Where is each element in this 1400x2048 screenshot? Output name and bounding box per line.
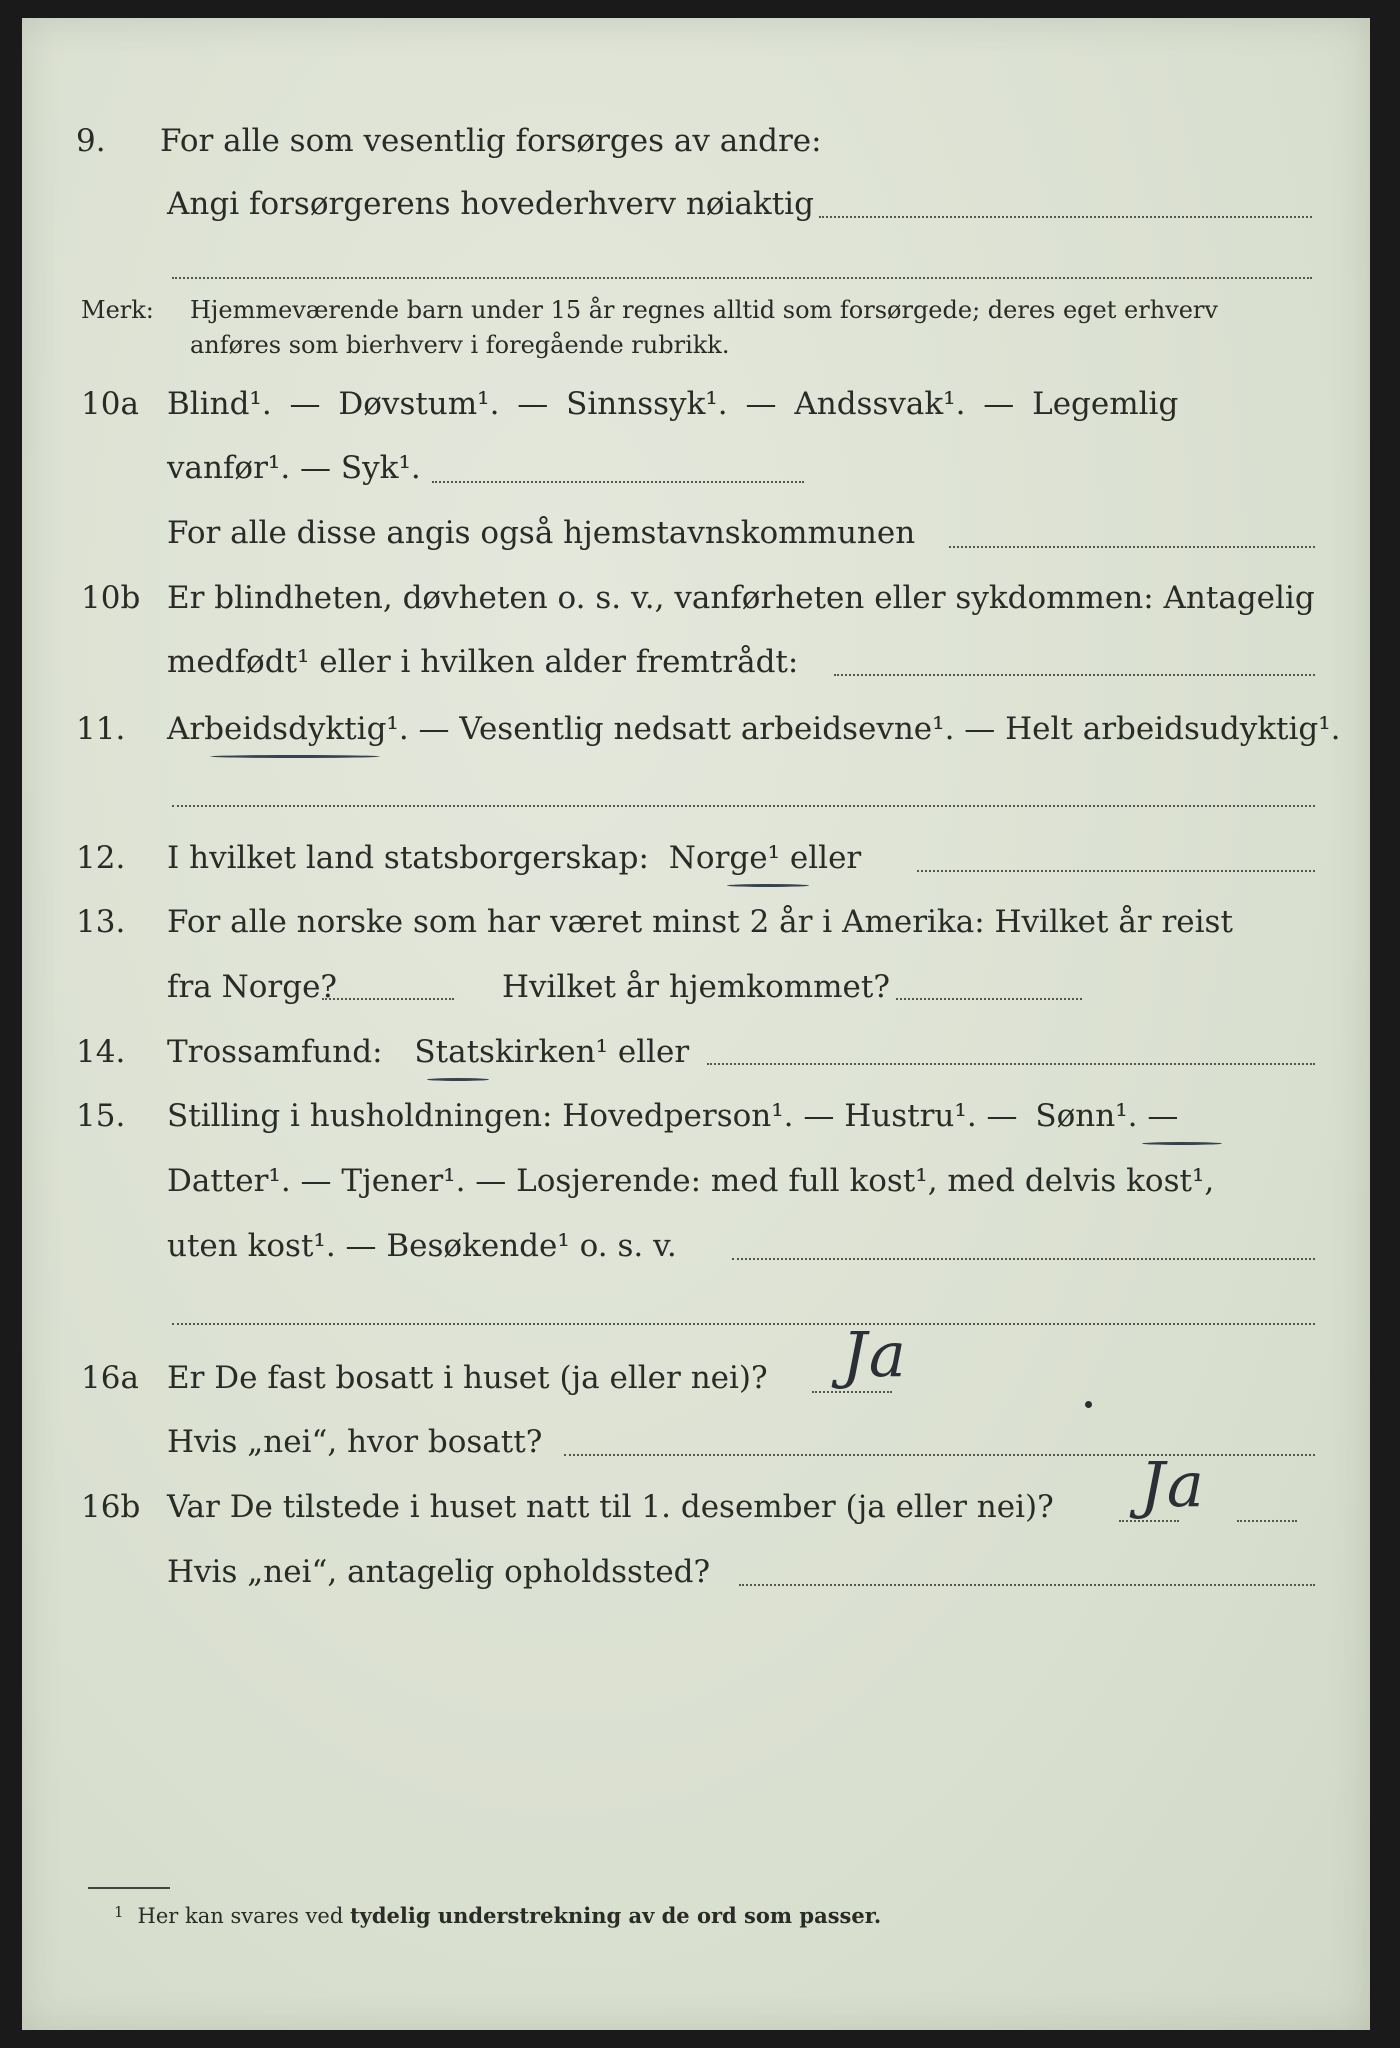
answer-line-15b[interactable] (172, 1323, 1315, 1325)
answer-line-16a[interactable] (812, 1391, 892, 1393)
question-10a-options: Blind¹. — Døvstum¹. — Sinnssyk¹. — Andssvak¹. — Legemlig (167, 386, 1179, 422)
question-15-line (167, 1098, 1178, 1134)
option-arbeidsdyktig[interactable]: Arbeidsdyktig (167, 711, 387, 747)
footnote (114, 1903, 881, 1928)
question-16a-number: 16a (81, 1360, 139, 1396)
answer-line-14[interactable] (707, 1063, 1315, 1065)
question-12-post: ¹ eller (767, 840, 862, 876)
question-10a-options-2: vanfør¹. — Syk¹. (167, 450, 421, 486)
handwritten-underline-sonn (1142, 1142, 1222, 1145)
question-14-post: ¹ eller (595, 1034, 690, 1070)
handwritten-underline-arbeidsdyktig (210, 755, 380, 758)
answer-line-9a[interactable] (819, 216, 1312, 218)
question-10a-home-prompt: For alle disse angis også hjemstavnskommunen (167, 515, 916, 551)
question-11-line (167, 711, 1341, 747)
answer-line-10a-home[interactable] (949, 546, 1315, 548)
question-13-text: For alle norske som har været minst 2 år i Amerika: Hvilket år reist (167, 904, 1233, 940)
question-13-departed: fra Norge? (167, 969, 338, 1005)
footnote-marker: 1 (114, 1903, 124, 1921)
question-10b-text: Er blindheten, døvheten o. s. v., vanførheten eller sykdommen: Antagelig (167, 580, 1315, 616)
question-12-line (167, 840, 861, 876)
question-9-prompt: Angi forsørgerens hovederhverv nøiaktig (167, 186, 814, 222)
option-statskirken[interactable]: Statskirken (414, 1034, 596, 1070)
question-14-number: 14. (76, 1034, 126, 1070)
answer-line-10b[interactable] (834, 674, 1315, 676)
question-9-text: For alle som vesentlig forsørges av andre: (160, 123, 822, 159)
answer-line-12[interactable] (917, 870, 1315, 872)
question-9-number: 9. (76, 123, 106, 159)
census-form-page (22, 18, 1370, 2030)
question-10a-number: 10a (81, 386, 139, 422)
ink-dot (1085, 1401, 1092, 1408)
question-11-number: 11. (76, 711, 126, 747)
handwritten-answer-16b: Ja (1140, 1448, 1206, 1521)
footnote-text: Her kan svares ved (137, 1904, 344, 1928)
answer-line-16b-where[interactable] (739, 1584, 1315, 1586)
question-13-returned: Hvilket år hjemkommet? (502, 969, 890, 1005)
answer-line-13-returned[interactable] (896, 998, 1082, 1000)
handwritten-answer-16a: Ja (842, 1318, 908, 1391)
question-14-line (167, 1034, 689, 1070)
question-16a-text: Er De fast bosatt i huset (ja eller nei)? (167, 1360, 768, 1396)
question-16a-prompt: Hvis „nei“, hvor bosatt? (167, 1424, 543, 1460)
note-text-1: Hjemmeværende barn under 15 år regnes alltid som forsørgede; deres eget erhverv (190, 296, 1218, 324)
question-16b-text: Var De tilstede i huset natt til 1. desember (ja eller nei)? (167, 1489, 1054, 1525)
question-14-text: Trossamfund: (167, 1034, 383, 1070)
question-16b-prompt: Hvis „nei“, antagelig opholdssted? (167, 1554, 711, 1590)
question-15-options-2: Datter¹. — Tjener¹. — Losjerende: med full kost¹, med delvis kost¹, (167, 1163, 1215, 1199)
question-15-number: 15. (76, 1098, 126, 1134)
footnote-emphasis: tydelig understrekning av de ord som passer. (349, 1903, 882, 1928)
handwritten-underline-statskirken (427, 1078, 489, 1081)
answer-line-16b-end[interactable] (1237, 1520, 1297, 1522)
question-13-number: 13. (76, 904, 126, 940)
option-sonn[interactable]: Sønn (1035, 1098, 1116, 1134)
note-label: Merk: (81, 296, 154, 324)
answer-line-10a[interactable] (432, 481, 804, 483)
footnote-rule (88, 1887, 170, 1889)
answer-line-9b[interactable] (172, 277, 1312, 279)
question-15-text: Stilling i husholdningen: Hovedperson¹. — Hustru¹. — (167, 1098, 1018, 1134)
answer-line-15a[interactable] (732, 1258, 1315, 1260)
question-11-rest: ¹. — Vesentlig nedsatt arbeidsevne¹. — Helt arbeidsudyktig¹. (386, 711, 1341, 747)
question-10b-number: 10b (81, 580, 141, 616)
answer-line-11[interactable] (172, 805, 1315, 807)
question-12-number: 12. (76, 840, 126, 876)
question-10b-prompt: medfødt¹ eller i hvilken alder fremtrådt: (167, 644, 799, 680)
option-norge[interactable]: Norge (668, 840, 768, 876)
question-12-text: I hvilket land statsborgerskap: (167, 840, 649, 876)
question-15-post: ¹. — (1115, 1098, 1179, 1134)
handwritten-underline-norge (727, 884, 809, 887)
question-16b-number: 16b (81, 1489, 141, 1525)
note-text-2: anføres som bierhverv i foregående rubrikk. (190, 331, 730, 359)
answer-line-13-departed[interactable] (322, 998, 454, 1000)
question-15-options-3: uten kost¹. — Besøkende¹ o. s. v. (167, 1228, 677, 1264)
